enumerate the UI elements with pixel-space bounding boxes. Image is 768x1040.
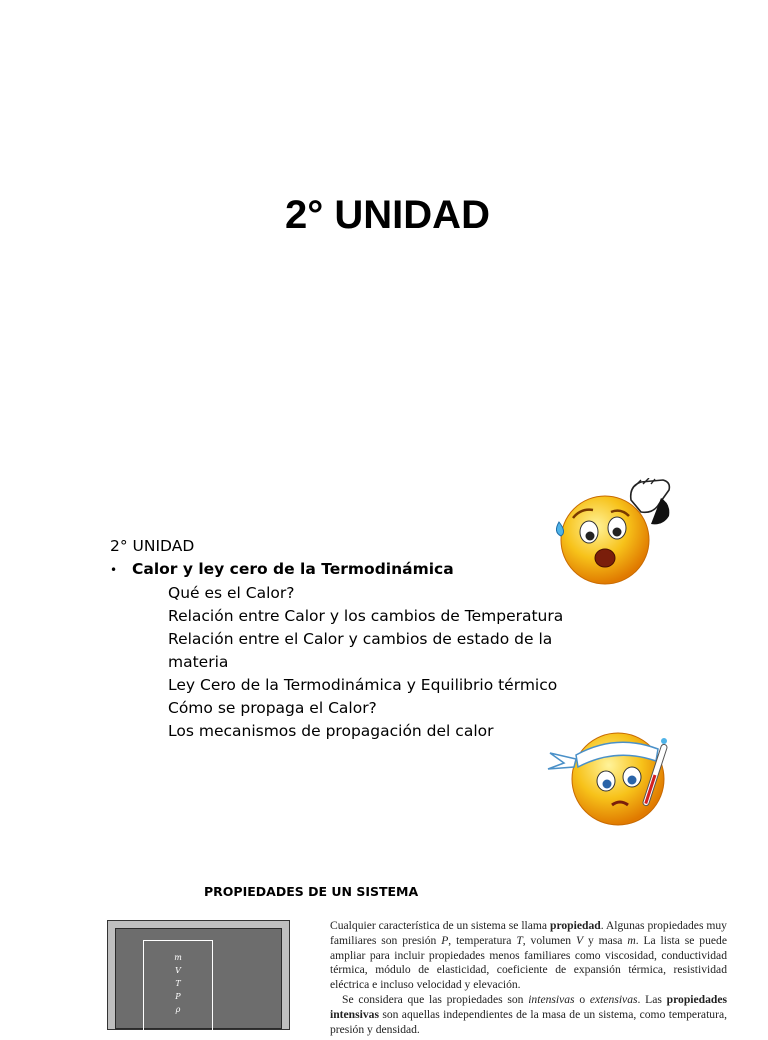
page-title: 2° UNIDAD [285,193,490,237]
bullet-icon: • [110,563,118,577]
outline-items [110,582,568,743]
figure-var: T [175,979,181,988]
system-box [143,940,213,1040]
paragraph-2: Se considera que las propiedades son intensivas o extensivas. Las propiedades intensivas son aquellas independientes de la masa de un sistema, como temperatura, presión y densidad. [330,992,727,1036]
system-figure [107,920,290,1030]
outline-topic-row [110,558,568,582]
outline-item: Cómo se propaga el Calor? [168,699,377,717]
outline-item: Relación entre el Calor y cambios de estado de la materia [168,630,553,671]
figure-var: P [175,992,181,1001]
figure-panel [115,928,282,1029]
paragraph-1: Cualquier característica de un sistema se llama propiedad. Algunas propiedades muy familiares son presión P, temperatura T, volumen V y masa m. La lista se puede ampliar para incluir propiedades menos familiares como viscosidad, conductividad térmica, módulo de elasticidad, coeficiente de expansión térmica, resistividad eléctrica e incluso velocidad y elevación. [330,919,727,992]
sweating-face-icon [553,478,675,588]
outline-item: Ley Cero de la Termodinámica y Equilibrio térmico [168,676,558,694]
outline-topic: Calor y ley cero de la Termodinámica [132,560,454,578]
outline-item: Relación entre Calor y los cambios de Temperatura [168,607,564,625]
figure-var: ρ [175,1005,181,1014]
outline-item: Qué es el Calor? [168,584,295,602]
figure-var: m [174,953,182,962]
properties-text [330,919,727,1037]
unit-outline [110,535,568,743]
section-heading: PROPIEDADES DE UN SISTEMA [204,884,419,899]
outline-item: Los mecanismos de propagación del calor [168,722,494,740]
outline-heading: 2° UNIDAD [110,537,195,555]
figure-var: V [175,966,181,975]
